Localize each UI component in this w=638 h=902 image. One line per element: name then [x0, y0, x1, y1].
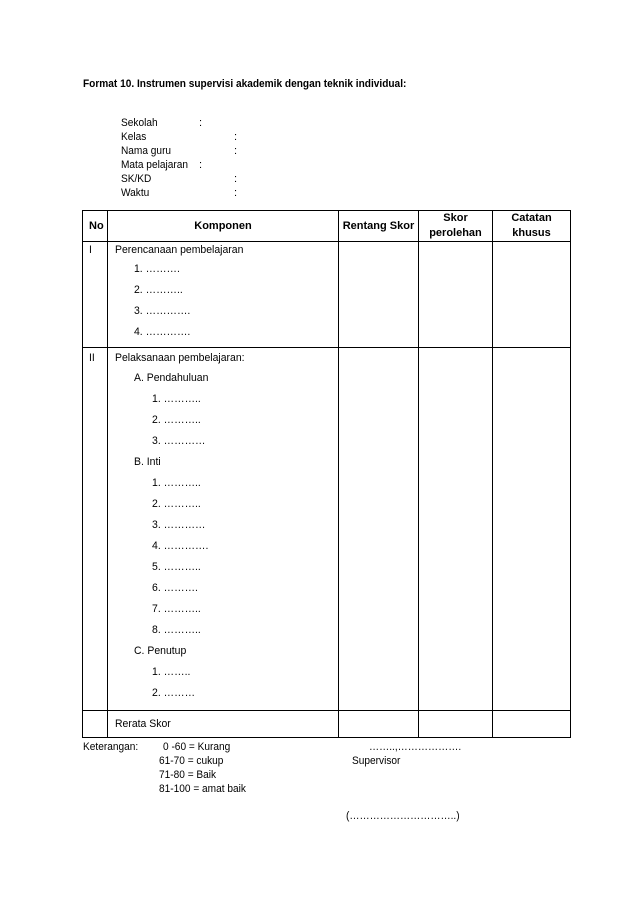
section-2-b-item: 8. ……….. — [152, 624, 201, 636]
signature-line: (…………………………..) — [346, 810, 460, 822]
header-rentang-skor: Rentang Skor — [339, 211, 419, 242]
keterangan-range: 0 -60 = Kurang — [163, 741, 231, 753]
supervisor-label: Supervisor — [352, 755, 401, 767]
section-2-b-item: 5. ……….. — [152, 561, 201, 573]
section-2-sub-a: A. Pendahuluan — [134, 372, 209, 384]
section-2-a-item: 2. ……….. — [152, 414, 201, 426]
section-1-skor-cell — [419, 242, 493, 348]
rerata-rentang-cell — [339, 711, 419, 738]
header-no: No — [83, 211, 108, 242]
info-label-nama-guru: Nama guru — [121, 145, 172, 157]
section-1-no — [83, 242, 108, 348]
header-komponen: Komponen — [108, 211, 339, 242]
section-2-sub-b: B. Inti — [134, 456, 161, 468]
info-colon-sekolah: : — [199, 117, 203, 129]
section-2-b-item: 4. …………. — [152, 540, 209, 552]
page-title: Format 10. Instrumen supervisi akademik dengan teknik individual: — [83, 78, 407, 90]
section-2-title: Pelaksanaan pembelajaran: — [115, 352, 245, 364]
header-catatan-line2: khusus — [512, 227, 551, 239]
info-label-skkd: SK/KD — [121, 173, 152, 185]
date-line: ……..,………………. — [369, 741, 462, 753]
section-1-item: 1. ………. — [134, 263, 180, 275]
info-label-waktu: Waktu — [121, 187, 150, 199]
section-2-b-item: 7. ……….. — [152, 603, 201, 615]
rerata-catatan-cell — [493, 711, 571, 738]
section-2-no — [83, 348, 108, 711]
section-2-b-item: 6. ………. — [152, 582, 198, 594]
supervision-table — [82, 210, 571, 738]
rerata-text: Rerata Skor — [115, 717, 171, 730]
section-1-item: 3. …………. — [134, 305, 191, 317]
section-2-sub-c: C. Penutup — [134, 645, 187, 657]
section-2-skor-cell — [419, 348, 493, 711]
info-label-sekolah: Sekolah — [121, 117, 158, 129]
header-catatan-khusus — [493, 211, 571, 242]
header-skor-line2: perolehan — [429, 227, 482, 239]
section-1-komponen — [108, 242, 339, 348]
section-2-b-item: 3. ………… — [152, 519, 206, 531]
header-catatan-line1: Catatan — [511, 212, 552, 224]
section-2-b-item: 2. ……….. — [152, 498, 201, 510]
section-1-catatan-cell — [493, 242, 571, 348]
section-1-item: 2. ……….. — [134, 284, 183, 296]
info-colon-waktu: : — [234, 187, 238, 199]
rerata-skor-cell — [419, 711, 493, 738]
section-2-c-item: 1. …….. — [152, 666, 191, 678]
table-row-rerata — [83, 711, 571, 738]
table-row-section-2 — [83, 348, 571, 711]
info-colon-kelas: : — [234, 131, 238, 143]
info-colon-skkd: : — [234, 173, 238, 185]
section-2-rentang-cell — [339, 348, 419, 711]
info-label-mata-pelajaran: Mata pelajaran — [121, 159, 188, 171]
section-1-item: 4. …………. — [134, 326, 191, 338]
section-1-title: Perencanaan pembelajaran — [115, 244, 244, 256]
rerata-no-cell — [83, 711, 108, 738]
rerata-label — [108, 711, 339, 738]
keterangan-range: 61-70 = cukup — [159, 755, 224, 767]
header-skor-line1: Skor — [443, 212, 468, 224]
section-2-no-text: II — [89, 352, 95, 364]
table-row-section-1 — [83, 242, 571, 348]
keterangan-range: 71-80 = Baik — [159, 769, 217, 781]
table-header-row — [83, 211, 571, 242]
header-skor-perolehan — [419, 211, 493, 242]
section-1-no-text: I — [89, 244, 92, 256]
keterangan-label: Keterangan: — [83, 741, 139, 753]
section-2-a-item: 1. ……….. — [152, 393, 201, 405]
section-1-rentang-cell — [339, 242, 419, 348]
section-2-b-item: 1. ……….. — [152, 477, 201, 489]
section-2-komponen — [108, 348, 339, 711]
section-2-a-item: 3. ………… — [152, 435, 206, 447]
section-2-c-item: 2. ……… — [152, 687, 196, 699]
keterangan-range: 81-100 = amat baik — [159, 783, 246, 795]
section-2-catatan-cell — [493, 348, 571, 711]
info-colon-mata-pelajaran: : — [199, 159, 203, 171]
info-colon-nama-guru: : — [234, 145, 238, 157]
info-label-kelas: Kelas — [121, 131, 147, 143]
